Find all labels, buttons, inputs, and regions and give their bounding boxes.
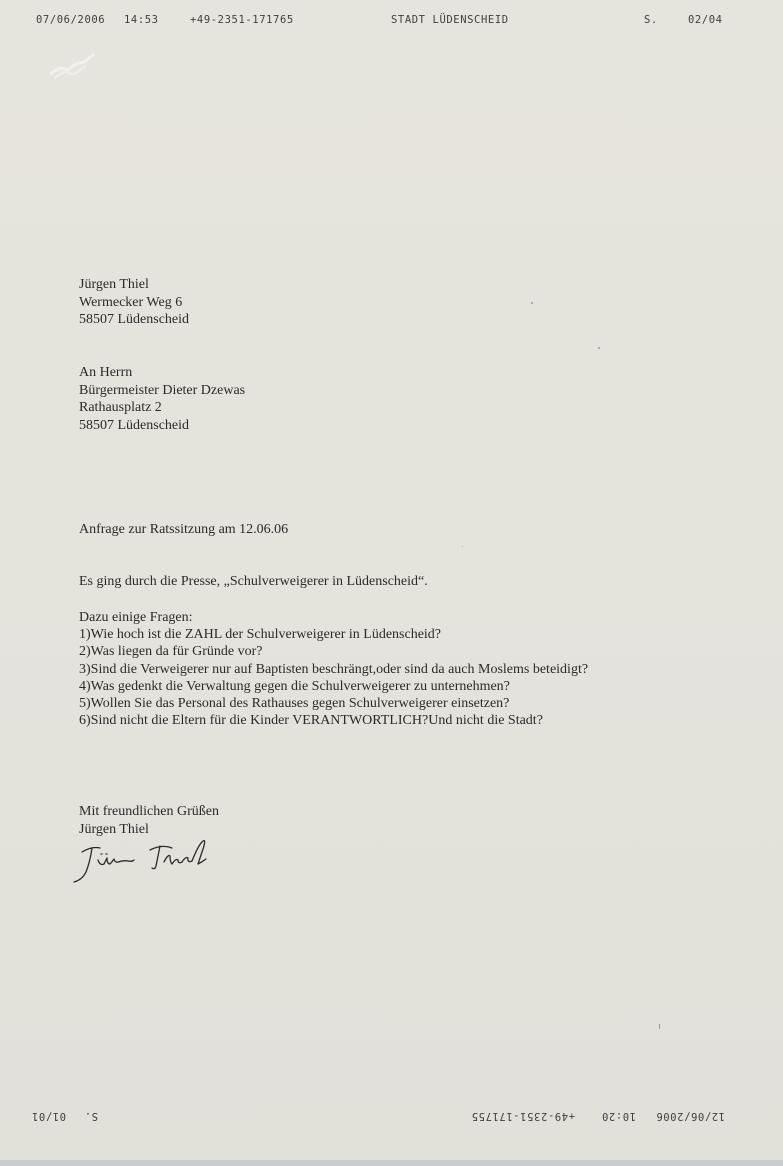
fax-header-phone: +49-2351-171765 [190,14,294,26]
question-item: 6)Sind nicht die Eltern für die Kinder VERANTWORTLICH?Und nicht die Stadt? [79,713,543,729]
recipient-address [79,364,245,434]
question-item: 1)Wie hoch ist die ZAHL der Schulverweigerer in Lüdenscheid? [79,627,442,643]
handwritten-signature [70,832,220,888]
scan-speck [531,302,533,304]
fax-footer-date: 12/06/2006 [655,1110,725,1122]
question-item: 3)Sind die Verweigerer nur auf Baptisten beschrängt,oder sind da auch Moslems beteidigt? [79,661,589,677]
scan-edge-strip [0,1160,783,1166]
fax-footer-time: 10:20 [601,1110,636,1122]
fax-header-page-number: 02/04 [688,14,723,26]
fax-header-time: 14:53 [124,14,159,26]
fax-footer-page-number: 01/01 [31,1110,66,1122]
intro-paragraph: Es ging durch die Presse, „Schulverweigerer in Lüdenscheid“. [79,574,428,589]
fax-footer-inverted [0,1104,783,1126]
subject-line: Anfrage zur Ratssitzung am 12.06.06 [79,522,289,537]
fax-header-sender: STADT LÜDENSCHEID [391,14,509,26]
fax-footer-page-label: S. [84,1110,98,1122]
sender-address [79,276,189,329]
sender-name: Jürgen Thiel [79,277,149,292]
fax-header-page-label: S. [644,14,658,26]
recipient-street: Rathausplatz 2 [79,400,162,415]
scan-speck [462,546,463,547]
recipient-name: Bürgermeister Dieter Dzewas [79,382,246,398]
questions-block [79,609,588,729]
fax-header-date: 07/06/2006 [36,14,106,26]
sender-street: Wermecker Weg 6 [79,294,183,310]
question-item: 5)Wollen Sie das Personal des Rathauses gegen Schulverweigerer einsetzen? [79,696,510,712]
question-item: 2)Was liegen da für Gründe vor? [79,644,263,660]
smudge-mark [46,46,102,82]
questions-intro: Dazu einige Fragen: [79,610,193,625]
scan-speck [659,1024,660,1029]
recipient-salutation: An Herrn [79,365,133,380]
closing-signer-name: Jürgen Thiel [79,821,149,837]
question-item: 4)Was gedenkt die Verwaltung gegen die Schulverweigerer zu unternehmen? [79,678,510,694]
recipient-city: 58507 Lüdenscheid [79,417,190,433]
sender-city: 58507 Lüdenscheid [79,312,190,327]
closing-greeting: Mit freundlichen Grüßen [79,804,219,819]
fax-footer-phone: +49-2351-171755 [471,1110,575,1122]
scan-speck [598,347,600,349]
